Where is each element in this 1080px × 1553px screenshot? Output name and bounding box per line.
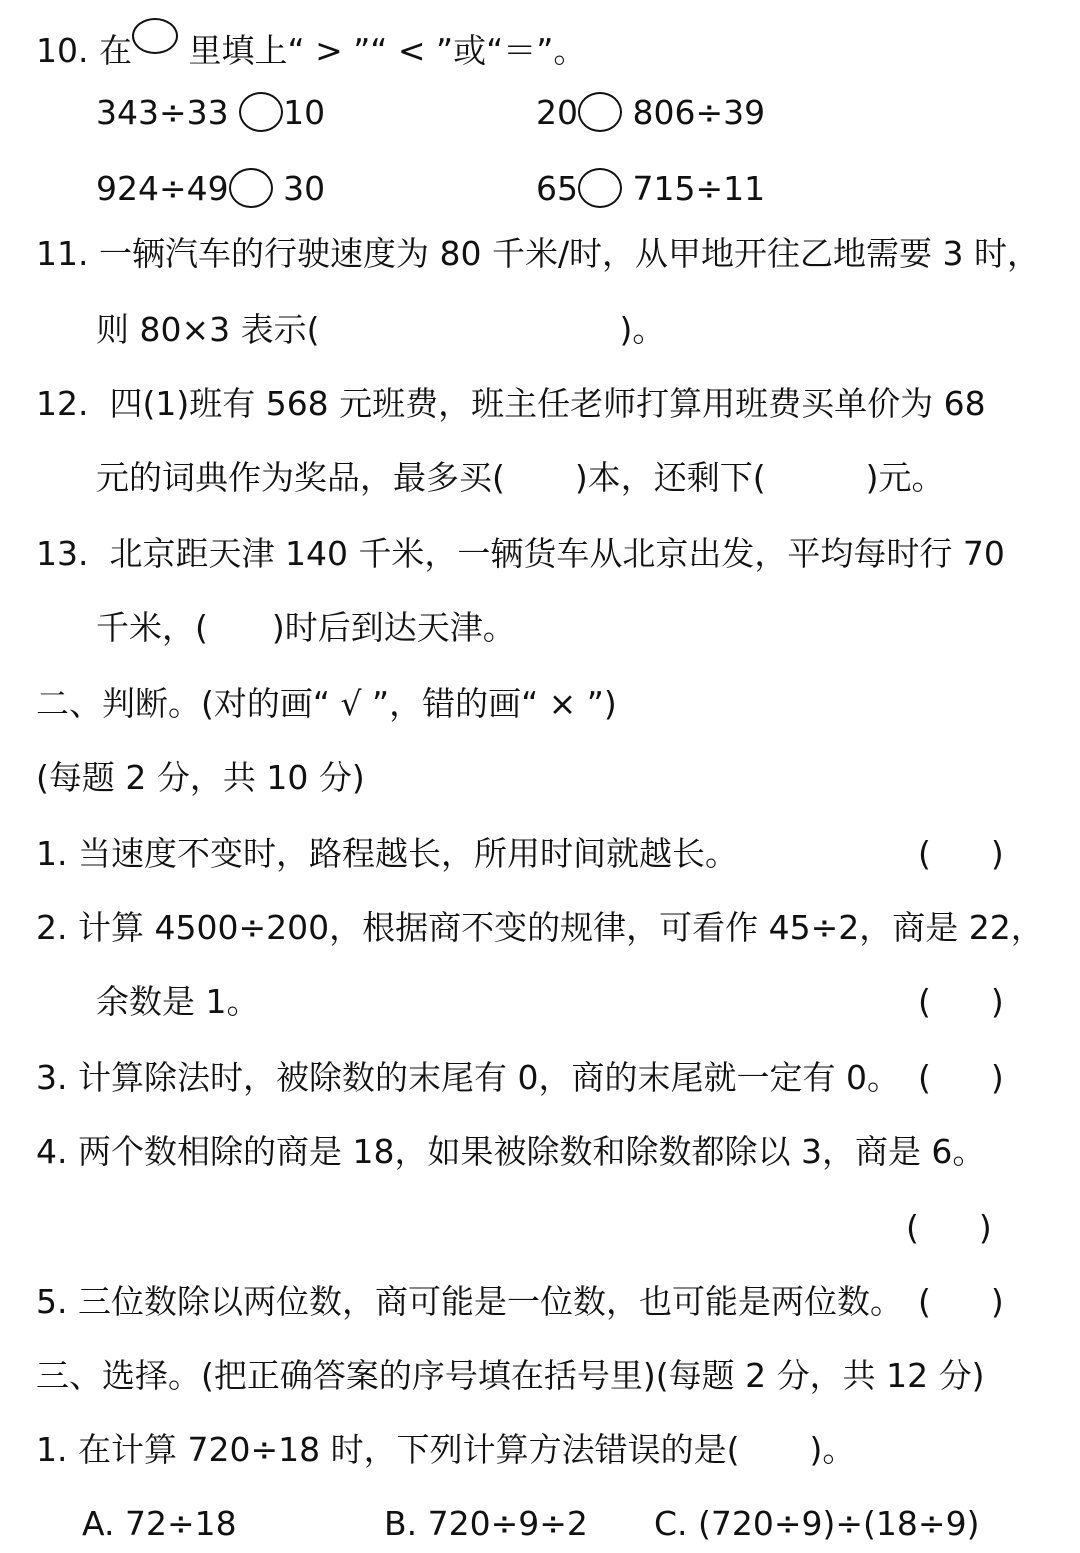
judge-paren-1[interactable]: ( ) [918, 834, 1004, 873]
judge-item-1: 1. 当速度不变时，路程越长，所用时间就越长。 [36, 834, 738, 873]
choice-q1: 1. 在计算 720÷18 时，下列计算方法错误的是( )。 [36, 1430, 856, 1469]
q10-item-4: 65 715÷11 [536, 169, 766, 208]
judge-paren-5[interactable]: ( ) [918, 1282, 1004, 1321]
q10-item-3: 924÷49 30 [96, 169, 326, 208]
choice-option-b[interactable]: B. 720÷9÷2 [384, 1504, 588, 1543]
q12-line2: 元的词典作为奖品，最多买( )本，还剩下( )元。 [96, 458, 945, 497]
section2-score: (每题 2 分，共 10 分) [36, 758, 365, 797]
section3-title: 三、选择。(把正确答案的序号填在括号里)(每题 2 分，共 12 分) [36, 1356, 985, 1395]
judge-item-2-cont: 余数是 1。 [96, 982, 260, 1021]
blank-circle[interactable] [132, 18, 178, 54]
compare-circle[interactable] [229, 168, 273, 208]
q10-item-1: 343÷33 10 [96, 93, 326, 132]
judge-item-3: 3. 计算除法时，被除数的末尾有 0，商的末尾就一定有 0。 [36, 1058, 900, 1097]
q10-label: 10. [36, 31, 89, 70]
judge-paren-2[interactable]: ( ) [918, 982, 1004, 1021]
q10-item-2: 20 806÷39 [536, 93, 766, 132]
choice-option-a[interactable]: A. 72÷18 [82, 1504, 237, 1543]
q13-line2: 千米，( )时后到达天津。 [96, 608, 516, 647]
judge-item-4: 4. 两个数相除的商是 18，如果被除数和除数都除以 3，商是 6。 [36, 1132, 986, 1171]
section2-title: 二、判断。(对的画“ √ ”，错的画“ × ”) [36, 684, 617, 723]
judge-item-2: 2. 计算 4500÷200，根据商不变的规律，可看作 45÷2，商是 22， [36, 908, 1044, 947]
compare-circle[interactable] [578, 92, 622, 132]
q11-line1: 11. 一辆汽车的行驶速度为 80 千米/时，从甲地开往乙地需要 3 时， [36, 234, 1041, 273]
judge-paren-3[interactable]: ( ) [918, 1058, 1004, 1097]
q13-line1: 13. 北京距天津 140 千米，一辆货车从北京出发，平均每时行 70 [36, 534, 1005, 573]
q10-instruction: 10. 在 里填上“ > ”“ < ”或“＝”。 [36, 18, 586, 58]
compare-circle[interactable] [239, 92, 283, 132]
judge-paren-4[interactable]: ( ) [906, 1208, 992, 1247]
q12-line1: 12. 四(1)班有 568 元班费，班主任老师打算用班费买单价为 68 [36, 384, 986, 423]
compare-circle[interactable] [578, 168, 622, 208]
q11-line2: 则 80×3 表示( )。 [96, 310, 666, 349]
choice-option-c[interactable]: C. (720÷9)÷(18÷9) [654, 1504, 980, 1543]
judge-item-5: 5. 三位数除以两位数，商可能是一位数，也可能是两位数。 [36, 1282, 903, 1321]
